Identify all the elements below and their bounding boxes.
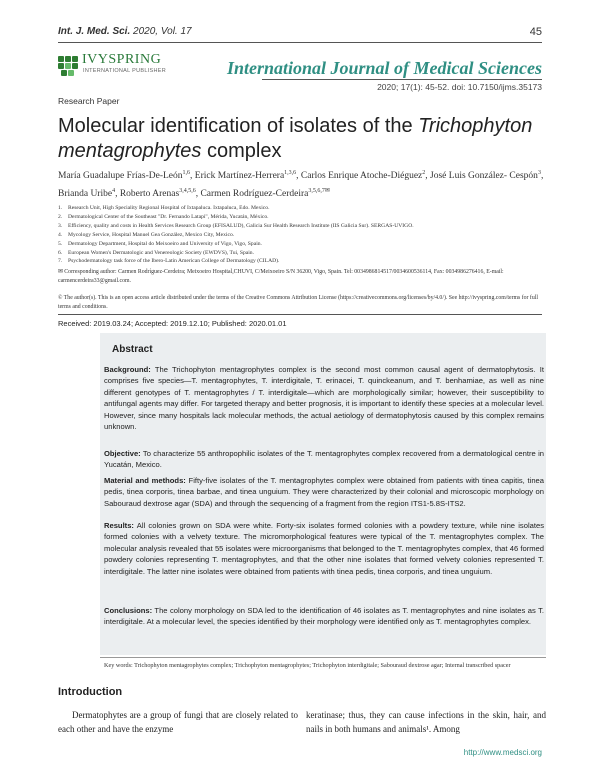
affiliation-item: 3. Efficiency, quality and costs in Health Services Research Group (EFISALUD), Galicia Sur Health Research Institute (IIS Galicia Sur). SERGAS-UVIGO. bbox=[58, 222, 414, 229]
author-affil-sup: 3,5,6,7✉ bbox=[308, 188, 330, 195]
abstract-background: Background: The Trichophyton mentagrophytes complex is the second most common causal agent of dermatophytosis. It comprises five species—T. mentagrophytes, T. interdigitale, T. erinacei, T. quinckeanum, and T. benhamiae, as well as nine different genotypes of T. mentagrophytes / T. interdigitale—which are morphologically similar; however, their susceptibility to antifungal agents may differ. For targeted therapy and better prognosis, it is important to identify these species at a molecular level. However, since many hospitals lack molecular methods, the actual aetiology of dermatophytosis caused by this complex remains unknown. bbox=[104, 365, 544, 432]
affiliations bbox=[58, 204, 548, 266]
author-name: Erick Martínez-Herrera bbox=[194, 171, 285, 182]
paper-title: Molecular identification of isolates of the Trichophyton mentagrophytes complex bbox=[58, 115, 533, 162]
author-name: Carlos Enrique Atoche-Diéguez bbox=[300, 171, 423, 182]
author-affil-sup: 3,4,5,6 bbox=[179, 188, 196, 195]
author-name: José Luis González- Cespón bbox=[430, 171, 538, 182]
publisher-name: IVYSPRING bbox=[82, 52, 162, 67]
paper-type: Research Paper bbox=[58, 96, 120, 106]
author-affil-sup: 2 bbox=[422, 170, 426, 176]
abstract-methods: Material and methods: Fifty-five isolates of the T. mentagrophytes complex were obtained from patients with tinea capitis, tinea pedis, tinea corporis, tinea barbae, and tinea unguium. They were characterized by their colonial and microscopic morphology on Sabouraud dextrose agar (SDA) and through the sequencing of a fragment from the region ITS1-5.8S-ITS2. bbox=[104, 476, 544, 508]
dates-rule bbox=[58, 314, 542, 315]
author-name: Roberto Arenas bbox=[119, 189, 180, 200]
author-name: María Guadalupe Frías-De-León bbox=[58, 171, 183, 182]
abstract-conclusions: Conclusions: The colony morphology on SDA led to the identification of 46 isolates as T. mentagrophytes and nine isolates as T. interdigitale. At a molecular level, the species identified by their morphology were identified only as T. mentagrophytes complex. bbox=[104, 606, 544, 627]
author-affil-sup: 3 bbox=[537, 170, 541, 176]
affiliation-item: 6. European Women's Dermatologic and Venereologic Society (EWDVS), Tui, Spain. bbox=[58, 249, 254, 256]
publication-dates: Received: 2019.03.24; Accepted: 2019.12.10; Published: 2020.01.01 bbox=[58, 319, 287, 328]
publisher-subtitle: INTERNATIONAL PUBLISHER bbox=[83, 68, 166, 74]
author-affil-sup: 1,6 bbox=[182, 170, 191, 176]
affiliation-item: 1. Research Unit, High Speciality Regional Hospital of Ixtapaluca. Ixtapaluca, Edo. Mexico. bbox=[58, 205, 270, 211]
author-affil-sup: 1,3,6 bbox=[284, 170, 297, 176]
publisher-logo[interactable] bbox=[58, 52, 168, 82]
affiliation-item: 2. Dermatological Center of the Southeast "Dr. Fernando Latapi", Mérida, Yucatán, México. bbox=[58, 213, 269, 220]
author-name: Brianda Uribe bbox=[58, 189, 113, 200]
affiliation-item: 4. Mycology Service, Hospital Manuel Gea González, Mexico City, Mexico. bbox=[58, 231, 235, 238]
introduction-heading: Introduction bbox=[58, 686, 123, 698]
keywords-rule bbox=[100, 657, 546, 658]
ivyspring-leaf-icon bbox=[58, 56, 78, 78]
footer-url-link[interactable]: http://www.medsci.org bbox=[463, 748, 542, 757]
license-note: © The author(s). This is an open access article distributed under the terms of the Creative Commons Attribution License (https://creativecommons.org/licenses/by/4.0/). See http://ivyspring.com/terms for full terms and conditions. bbox=[58, 295, 538, 310]
corresponding-author: ✉ Corresponding author: Carmen Rodríguez-Cerdeira; Meixoeiro Hospital,CHUVI, C/Meixoeiro S/N 36200, Vigo, Spain. Tel: 0034986814517/0034600536114, Fax: 0034986276416, E-mail: carmencerdeira33@gmail.com. bbox=[58, 269, 504, 284]
keywords: Key words: Trichophyton mentagrophytes complex; Trichophyton mentagrophytes; Trichophyton interdigitale; Sabouraud dextrose agar; Internal transcribed spacer bbox=[104, 662, 511, 669]
journal-title: International Journal of Medical Sciences bbox=[226, 58, 542, 78]
citation: 2020; 17(1): 45-52. doi: 10.7150/ijms.35173 bbox=[377, 82, 542, 92]
running-header-journal: Int. J. Med. Sci. 2020, Vol. 17 bbox=[58, 26, 192, 37]
journal-rule bbox=[262, 79, 542, 80]
intro-right-column: keratinase; thus, they can cause infections in the skin, hair, and nails in both humans and animals¹. Among bbox=[306, 710, 546, 734]
abstract-results: Results: All colonies grown on SDA were white. Forty-six isolates formed colonies with a powdery texture, while nine isolates formed colonies with a velvety texture. The micromorphological features were typical of the T. mentagrophytes complex. The molecular analysis revealed that 55 isolates were microorganisms that belonged to the T. mentagrophytes complex, that 46 formed powdery colonies representing T. mentagrophytes, and that the other nine isolates that formed velvety colonies represented T. interdigitale. The latter nine isolates were obtained from patients with tinea pedis, tinea corporis, and tinea unguium. bbox=[104, 521, 544, 576]
abstract-heading: Abstract bbox=[112, 344, 153, 355]
page-number: 45 bbox=[529, 26, 542, 38]
abstract-objective: Objective: To characterize 55 anthropophilic isolates of the T. mentagrophytes complex recovered from a dermatological centre in Yucatán, Mexico. bbox=[104, 449, 544, 470]
header-rule bbox=[58, 42, 542, 43]
affiliation-item: 5. Dermatology Department, Hospital do Meixoeiro and University of Vigo, Vigo, Spain. bbox=[58, 240, 262, 247]
intro-left-column: Dermatophytes are a group of fungi that are closely related to each other and have the enzyme bbox=[58, 710, 298, 734]
affiliation-item: 7. Psychodermatology task force of the Ibero-Latin American College of Dermatology (CILAD). bbox=[58, 258, 280, 265]
author-name: Carmen Rodríguez-Cerdeira bbox=[200, 189, 309, 200]
author-affil-sup: 4 bbox=[112, 188, 116, 195]
author-list: María Guadalupe Frías-De-León$^{1,6}$, Erick Martínez-Herrera$^{1,3,6}$, Carlos Enrique Atoche-Diéguez$^2$, José Luis González- Cespón$^3$, Brianda Uribe$^4$, Roberto Arenas$^{3,4,5,6}$, Carmen Rodríguez-Cerdeira$^{3,5,6,7✉}$ bbox=[58, 170, 544, 200]
